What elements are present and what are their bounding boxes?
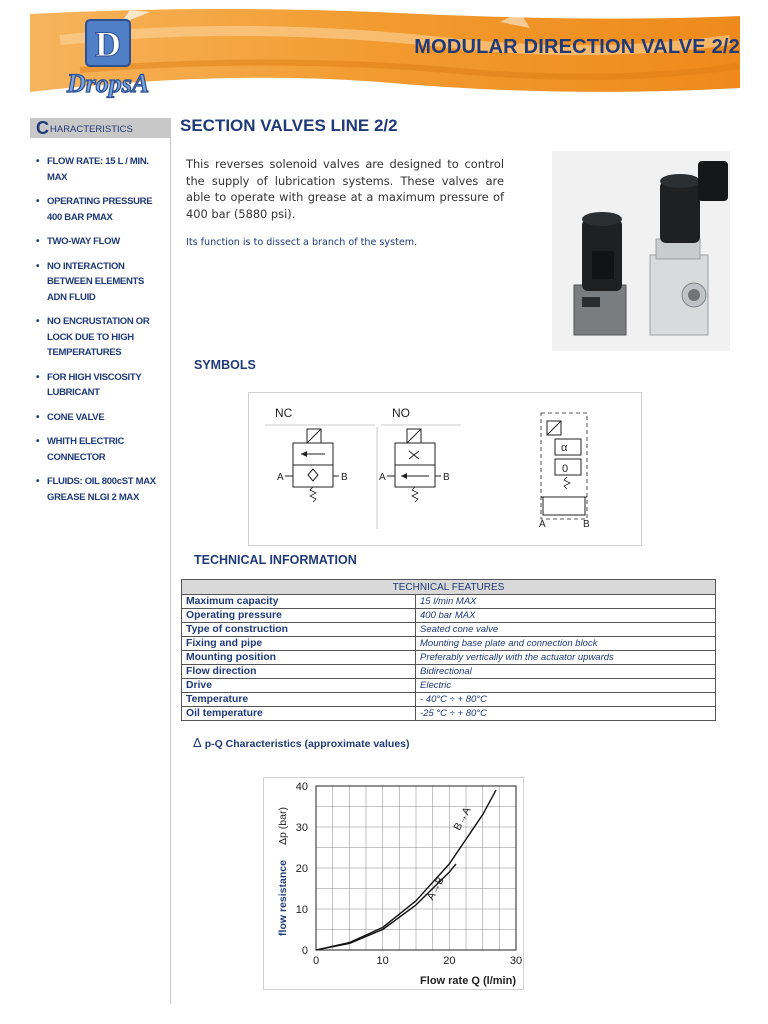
intro-paragraph: This reverses solenoid valves are designed to control the supply of lubrication systems. These valves are able to operate with grease at a maximum pressure of 400 bar (5880 psi). <box>186 157 504 221</box>
dropsa-logo <box>48 16 168 100</box>
feature-name: Operating pressure <box>182 609 416 623</box>
x-tick-label: 30 <box>509 955 523 967</box>
function-note: Its function is to dissect a branch of the system. <box>186 237 418 248</box>
feature-name: Fixing and pipe <box>182 637 416 651</box>
table-header: TECHNICAL FEATURES <box>182 580 716 595</box>
pq-heading <box>193 735 410 750</box>
list-item: • FLUIDS: OIL 800cST MAX GREASE NLGI 2 MAX <box>36 474 161 505</box>
composite-port-b: B <box>583 519 590 530</box>
logo-wordmark: DropsA <box>66 69 150 98</box>
table-row <box>182 623 716 637</box>
feature-name: Mounting position <box>182 651 416 665</box>
no-port-a: A <box>379 472 386 483</box>
symbols-heading: SYMBOLS <box>194 358 256 372</box>
list-item: • TWO-WAY FLOW <box>36 234 161 250</box>
technical-features-table <box>181 579 716 721</box>
no-label: NO <box>392 406 410 420</box>
characteristics-list <box>30 154 170 505</box>
y-tick-label: 20 <box>295 863 308 875</box>
feature-value: Seated cone valve <box>416 623 716 637</box>
nc-port-a: A <box>277 472 284 483</box>
list-item: • WHITH ELECTRIC CONNECTOR <box>36 434 161 465</box>
header-banner <box>0 0 768 112</box>
feature-value: -25 °C ÷ + 80°C <box>416 707 716 721</box>
product-photo <box>552 151 730 351</box>
table-row <box>182 707 716 721</box>
table-row <box>182 693 716 707</box>
x-axis-label: Flow rate Q (l/min) <box>420 975 516 987</box>
table-row <box>182 651 716 665</box>
zero-label: 0 <box>562 463 569 475</box>
list-item: • CONE VALVE <box>36 410 161 426</box>
characteristics-heading <box>30 118 170 138</box>
alpha-label: α <box>561 442 568 454</box>
feature-value: 15 l/min MAX <box>416 595 716 609</box>
feature-name: Oil temperature <box>182 707 416 721</box>
x-tick-label: 10 <box>376 955 389 967</box>
nc-port-b: B <box>341 472 348 483</box>
feature-name: Type of construction <box>182 623 416 637</box>
table-row <box>182 679 716 693</box>
series-label: A→B <box>424 874 447 903</box>
feature-value: 400 bar MAX <box>416 609 716 623</box>
y-tick-label: 10 <box>295 904 308 916</box>
pq-heading-text: p-Q Characteristics (approximate values) <box>204 738 410 750</box>
x-tick-label: 20 <box>443 955 456 967</box>
symbols-diagram <box>248 392 642 546</box>
page-title: MODULAR DIRECTION VALVE 2/2 <box>414 36 740 58</box>
feature-name: Flow direction <box>182 665 416 679</box>
heading-rest: HARACTERISTICS <box>50 124 133 135</box>
feature-value: Electric <box>416 679 716 693</box>
list-item: • FLOW RATE: 15 L / MIN. MAX <box>36 154 161 185</box>
feature-value: Mounting base plate and connection block <box>416 637 716 651</box>
table-row <box>182 595 716 609</box>
list-item: • FOR HIGH VISCOSITY LUBRICANT <box>36 370 161 401</box>
feature-name: Temperature <box>182 693 416 707</box>
feature-value: - 40°C ÷ + 80°C <box>416 693 716 707</box>
table-row <box>182 609 716 623</box>
y-tick-label: 30 <box>295 822 308 834</box>
logo-letter: D <box>95 24 121 64</box>
composite-port-a: A <box>539 519 546 530</box>
section-title: SECTION VALVES LINE 2/2 <box>180 116 398 135</box>
y-tick-label: 40 <box>295 781 308 793</box>
delta-symbol: Δ <box>193 735 202 750</box>
table-row <box>182 637 716 651</box>
nc-label: NC <box>275 406 293 420</box>
y-axis-label-outer: flow resistance <box>277 860 289 936</box>
feature-value: Bidirectional <box>416 665 716 679</box>
series-label: B→A <box>451 805 474 833</box>
list-item: • NO INTERACTION BETWEEN ELEMENTS ADN FLUID <box>36 259 161 306</box>
y-tick-label: 0 <box>301 945 308 957</box>
no-port-b: B <box>443 472 450 483</box>
list-item: • OPERATING PRESSURE 400 BAR PMAX <box>36 194 161 225</box>
y-axis-label-inner: Δp (bar) <box>277 807 289 845</box>
x-tick-label: 0 <box>312 955 320 967</box>
table-row <box>182 665 716 679</box>
characteristics-sidebar <box>30 118 171 1004</box>
technical-info-heading: TECHNICAL INFORMATION <box>194 553 357 567</box>
feature-name: Maximum capacity <box>182 595 416 609</box>
pq-chart <box>263 777 524 990</box>
list-item: • NO ENCRUSTATION OR LOCK DUE TO HIGH TEMPERATURES <box>36 314 161 361</box>
feature-name: Drive <box>182 679 416 693</box>
feature-value: Preferably vertically with the actuator upwards <box>416 651 716 665</box>
heading-initial: C <box>36 118 49 138</box>
